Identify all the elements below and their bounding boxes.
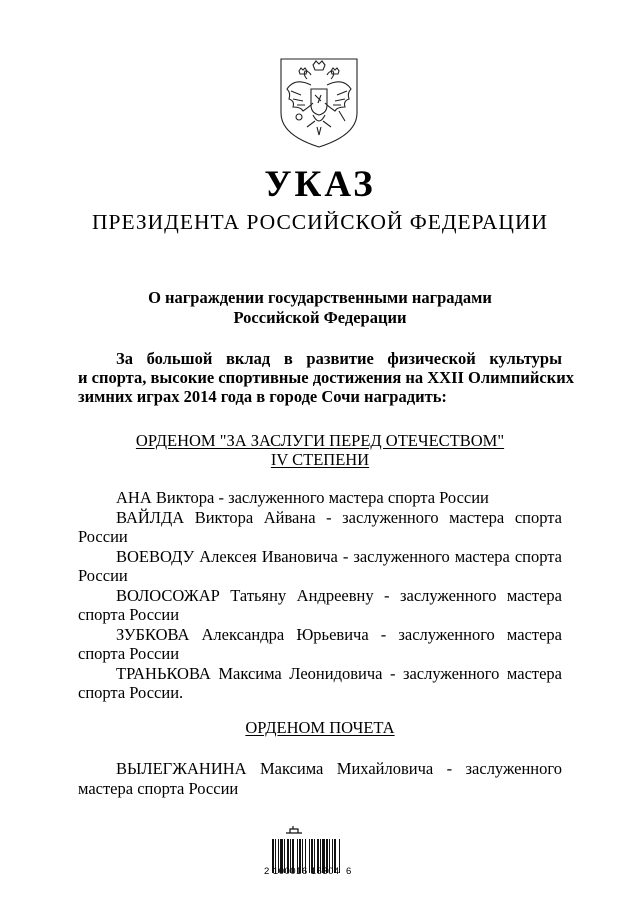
award-heading-order-honour: [0, 718, 640, 737]
list-item: [78, 664, 562, 703]
recipient-line: ВОЛОСОЖАР Татьяну Андреевну - заслуженного мастера: [116, 585, 562, 605]
subject-line: Российской Федерации: [233, 308, 407, 327]
award-heading-line: IV СТЕПЕНИ: [270, 450, 370, 469]
list-item: [78, 625, 562, 664]
issuer-title: ПРЕЗИДЕНТА РОССИЙСКОЙ ФЕДЕРАЦИИ: [91, 210, 548, 234]
recipient-line: АНА Виктора - заслуженного мастера спорта России: [116, 488, 489, 507]
award-heading-order-merit: [0, 431, 640, 469]
preamble-line: За большой вклад в развитие физической культуры: [116, 349, 562, 368]
recipient-line: России: [78, 527, 128, 546]
award-heading-line: ОРДЕНОМ ПОЧЕТА: [245, 718, 395, 737]
recipient-line: ЗУБКОВА Александра Юрьевича - заслуженного мастера: [116, 624, 562, 644]
list-item: [78, 759, 562, 798]
subject-line: О награждении государственными наградами: [148, 288, 492, 307]
recipient-line: ВЫЛЕГЖАНИНА Максима Михайловича - заслуженного: [116, 759, 562, 778]
recipient-line: ВОЕВОДУ Алексея Ивановича - заслуженного мастера спорта: [116, 546, 562, 566]
recipient-line: мастера спорта России: [78, 778, 239, 798]
barcode: [270, 829, 370, 889]
list-item: [78, 547, 562, 586]
recipient-line: ТРАНЬКОВА Максима Леонидовича - заслуженного мастера: [116, 663, 562, 683]
coat-of-arms-icon: [277, 55, 361, 151]
list-item: [78, 586, 562, 625]
list-item: [78, 488, 562, 508]
recipient-line: России: [78, 566, 128, 585]
recipient-list-order-merit: [78, 488, 562, 703]
award-heading-line: ОРДЕНОМ "ЗА ЗАСЛУГИ ПЕРЕД ОТЕЧЕСТВОМ": [135, 431, 505, 450]
recipient-line: спорта России: [78, 644, 180, 663]
preamble-line: и спорта, высокие спортивные достижения на XXII Олимпийских: [78, 368, 574, 387]
list-item: [78, 508, 562, 547]
barcode-number: 2 100016 16304 6: [264, 866, 352, 877]
preamble: [78, 349, 574, 406]
recipient-line: спорта России: [78, 605, 180, 624]
recipient-line: ВАЙЛДА Виктора Айвана - заслуженного мастера спорта: [116, 507, 562, 527]
decree-subject: [0, 288, 640, 328]
recipient-list-order-honour: [78, 759, 562, 798]
preamble-line: зимних играх 2014 года в городе Сочи наградить:: [78, 387, 447, 406]
recipient-line: спорта России.: [78, 683, 184, 702]
document-type: УКАЗ: [264, 164, 376, 205]
